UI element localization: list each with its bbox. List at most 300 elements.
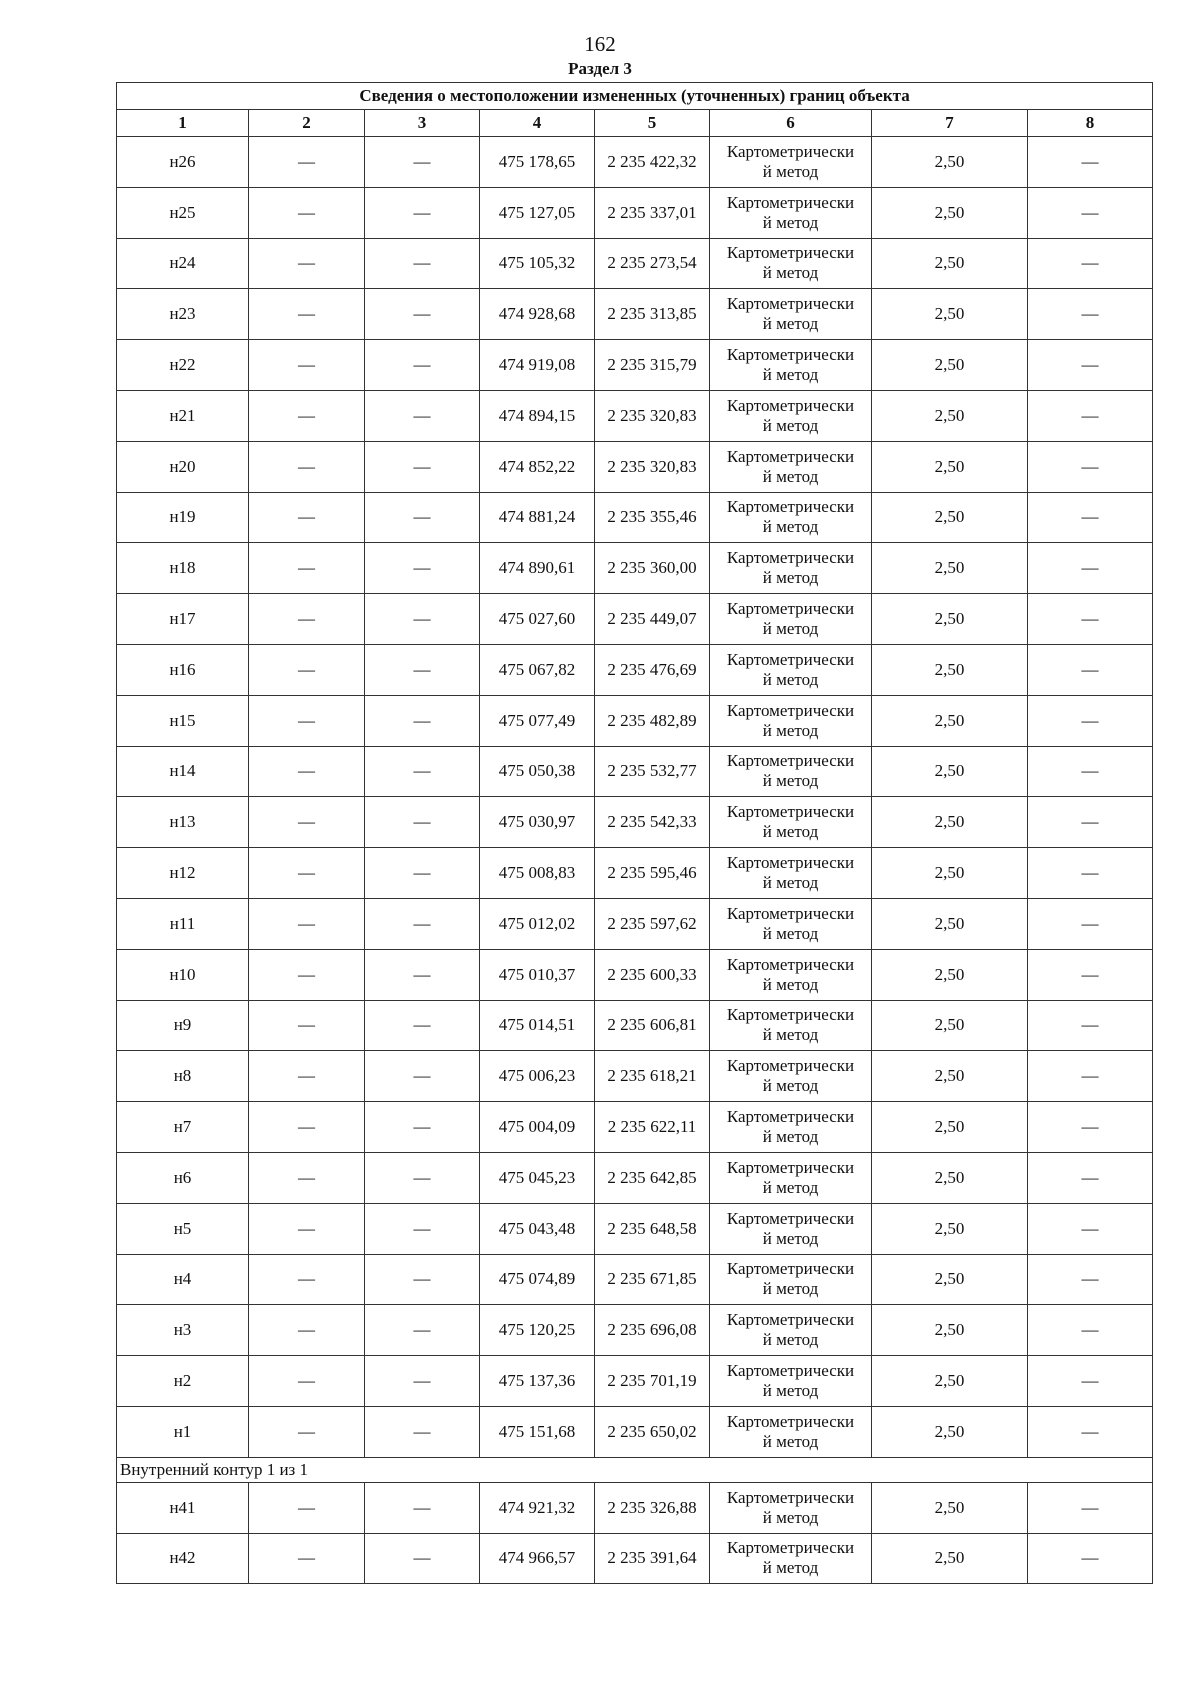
column-number: 7 [872,110,1028,137]
y-coordinate-cell: 2 235 595,46 [595,848,710,899]
dash-cell: — [365,1203,480,1254]
x-coordinate-cell: 475 067,82 [480,644,595,695]
x-coordinate-cell: 475 012,02 [480,898,595,949]
method-line-2: й метод [762,1279,819,1299]
method-line-2: й метод [762,822,819,842]
point-cell: н17 [117,594,249,645]
method-line-2: й метод [762,619,819,639]
table-row [117,1102,1153,1153]
table-row [117,797,1153,848]
y-coordinate-cell: 2 235 273,54 [595,238,710,289]
method-cell [710,797,872,848]
point-cell: н24 [117,238,249,289]
point-cell: н15 [117,695,249,746]
table-row [117,340,1153,391]
dash-cell: — [1028,390,1153,441]
y-coordinate-cell: 2 235 701,19 [595,1356,710,1407]
y-coordinate-cell: 2 235 337,01 [595,187,710,238]
method-cell [710,137,872,188]
method-line-2: й метод [762,923,819,943]
point-cell: н20 [117,441,249,492]
dash-cell: — [249,898,365,949]
dash-cell: — [365,1356,480,1407]
method-line-2: й метод [762,1127,819,1147]
table-row [117,1254,1153,1305]
method-line-1: Картометрически [726,1157,855,1177]
method-cell [710,390,872,441]
accuracy-cell: 2,50 [872,187,1028,238]
dash-cell: — [365,492,480,543]
dash-cell: — [249,1000,365,1051]
column-number: 3 [365,110,480,137]
method-line-1: Картометрически [726,497,855,517]
dash-cell: — [249,1533,365,1584]
accuracy-cell: 2,50 [872,1152,1028,1203]
dash-cell: — [1028,289,1153,340]
table-row [117,1482,1153,1533]
x-coordinate-cell: 475 004,09 [480,1102,595,1153]
dash-cell: — [249,137,365,188]
point-cell: н14 [117,746,249,797]
dash-cell: — [365,441,480,492]
y-coordinate-cell: 2 235 320,83 [595,441,710,492]
method-cell [710,949,872,1000]
column-number-row [117,110,1153,137]
method-cell [710,1305,872,1356]
dash-cell: — [365,1152,480,1203]
method-line-1: Картометрически [726,446,855,466]
inner-contour-label: Внутренний контур 1 из 1 [117,1457,1153,1482]
y-coordinate-cell: 2 235 315,79 [595,340,710,391]
y-coordinate-cell: 2 235 422,32 [595,137,710,188]
dash-cell: — [1028,1533,1153,1584]
method-cell [710,441,872,492]
method-cell [710,238,872,289]
point-cell: н11 [117,898,249,949]
x-coordinate-cell: 474 881,24 [480,492,595,543]
accuracy-cell: 2,50 [872,1203,1028,1254]
method-line-2: й метод [762,1381,819,1401]
accuracy-cell: 2,50 [872,238,1028,289]
method-line-1: Картометрически [726,141,855,161]
dash-cell: — [1028,492,1153,543]
table-row [117,1000,1153,1051]
dash-cell: — [365,848,480,899]
column-number: 6 [710,110,872,137]
x-coordinate-cell: 474 921,32 [480,1482,595,1533]
dash-cell: — [1028,1356,1153,1407]
dash-cell: — [365,1482,480,1533]
x-coordinate-cell: 475 077,49 [480,695,595,746]
accuracy-cell: 2,50 [872,1482,1028,1533]
y-coordinate-cell: 2 235 542,33 [595,797,710,848]
dash-cell: — [249,543,365,594]
dash-cell: — [1028,898,1153,949]
accuracy-cell: 2,50 [872,594,1028,645]
method-line-1: Картометрически [726,1487,855,1507]
y-coordinate-cell: 2 235 532,77 [595,746,710,797]
column-number: 1 [117,110,249,137]
y-coordinate-cell: 2 235 449,07 [595,594,710,645]
dash-cell: — [1028,543,1153,594]
method-line-1: Картометрически [726,649,855,669]
accuracy-cell: 2,50 [872,644,1028,695]
accuracy-cell: 2,50 [872,1406,1028,1457]
dash-cell: — [365,594,480,645]
dash-cell: — [1028,137,1153,188]
method-line-2: й метод [762,212,819,232]
accuracy-cell: 2,50 [872,1254,1028,1305]
dash-cell: — [365,1406,480,1457]
dash-cell: — [365,390,480,441]
table-row [117,644,1153,695]
x-coordinate-cell: 474 928,68 [480,289,595,340]
column-number: 2 [249,110,365,137]
table-row [117,137,1153,188]
accuracy-cell: 2,50 [872,898,1028,949]
column-number: 4 [480,110,595,137]
accuracy-cell: 2,50 [872,390,1028,441]
method-line-2: й метод [762,1558,819,1578]
dash-cell: — [249,848,365,899]
method-line-2: й метод [762,1076,819,1096]
dash-cell: — [1028,1051,1153,1102]
point-cell: н10 [117,949,249,1000]
table-row [117,441,1153,492]
column-number: 8 [1028,110,1153,137]
dash-cell: — [1028,1482,1153,1533]
x-coordinate-cell: 475 006,23 [480,1051,595,1102]
point-cell: н21 [117,390,249,441]
y-coordinate-cell: 2 235 320,83 [595,390,710,441]
dash-cell: — [249,1482,365,1533]
method-line-1: Картометрически [726,345,855,365]
method-cell [710,1482,872,1533]
inner-contour-rows [117,1482,1153,1584]
method-line-1: Картометрически [726,802,855,822]
dash-cell: — [365,1533,480,1584]
method-line-2: й метод [762,1431,819,1451]
method-cell [710,1254,872,1305]
accuracy-cell: 2,50 [872,1533,1028,1584]
dash-cell: — [249,1254,365,1305]
table-row [117,594,1153,645]
method-line-1: Картометрически [726,243,855,263]
y-coordinate-cell: 2 235 476,69 [595,644,710,695]
table-row [117,746,1153,797]
dash-cell: — [365,1051,480,1102]
x-coordinate-cell: 475 030,97 [480,797,595,848]
dash-cell: — [365,1254,480,1305]
method-line-1: Картометрически [726,853,855,873]
x-coordinate-cell: 475 178,65 [480,137,595,188]
method-cell [710,644,872,695]
y-coordinate-cell: 2 235 622,11 [595,1102,710,1153]
dash-cell: — [1028,1305,1153,1356]
table-row [117,1406,1153,1457]
point-cell: н7 [117,1102,249,1153]
dash-cell: — [365,1000,480,1051]
dash-cell: — [1028,1406,1153,1457]
table-row [117,289,1153,340]
dash-cell: — [1028,594,1153,645]
method-cell [710,746,872,797]
point-cell: н22 [117,340,249,391]
dash-cell: — [249,441,365,492]
dash-cell: — [365,340,480,391]
y-coordinate-cell: 2 235 671,85 [595,1254,710,1305]
y-coordinate-cell: 2 235 313,85 [595,289,710,340]
accuracy-cell: 2,50 [872,949,1028,1000]
method-line-1: Картометрически [726,1310,855,1330]
dash-cell: — [249,1051,365,1102]
point-cell: н25 [117,187,249,238]
dash-cell: — [249,594,365,645]
method-line-2: й метод [762,1507,819,1527]
y-coordinate-cell: 2 235 600,33 [595,949,710,1000]
dash-cell: — [249,1406,365,1457]
method-line-2: й метод [762,974,819,994]
x-coordinate-cell: 475 010,37 [480,949,595,1000]
method-line-2: й метод [762,517,819,537]
method-line-2: й метод [762,466,819,486]
accuracy-cell: 2,50 [872,797,1028,848]
dash-cell: — [1028,441,1153,492]
accuracy-cell: 2,50 [872,695,1028,746]
method-line-1: Картометрически [726,1538,855,1558]
dash-cell: — [365,543,480,594]
table-row [117,390,1153,441]
method-line-1: Картометрически [726,1005,855,1025]
dash-cell: — [1028,797,1153,848]
point-cell: н8 [117,1051,249,1102]
method-cell [710,340,872,391]
method-line-2: й метод [762,568,819,588]
accuracy-cell: 2,50 [872,492,1028,543]
dash-cell: — [1028,1102,1153,1153]
dash-cell: — [249,187,365,238]
dash-cell: — [249,340,365,391]
dash-cell: — [249,492,365,543]
point-cell: н4 [117,1254,249,1305]
x-coordinate-cell: 475 137,36 [480,1356,595,1407]
x-coordinate-cell: 475 014,51 [480,1000,595,1051]
table-row [117,695,1153,746]
method-cell [710,543,872,594]
dash-cell: — [249,238,365,289]
x-coordinate-cell: 475 105,32 [480,238,595,289]
method-line-2: й метод [762,1177,819,1197]
accuracy-cell: 2,50 [872,441,1028,492]
dash-cell: — [249,797,365,848]
dash-cell: — [249,949,365,1000]
point-cell: н13 [117,797,249,848]
table-row [117,1533,1153,1584]
table-row [117,1203,1153,1254]
y-coordinate-cell: 2 235 648,58 [595,1203,710,1254]
y-coordinate-cell: 2 235 355,46 [595,492,710,543]
method-line-1: Картометрически [726,548,855,568]
method-line-1: Картометрически [726,1056,855,1076]
x-coordinate-cell: 475 027,60 [480,594,595,645]
accuracy-cell: 2,50 [872,543,1028,594]
x-coordinate-cell: 474 890,61 [480,543,595,594]
y-coordinate-cell: 2 235 326,88 [595,1482,710,1533]
table-row [117,898,1153,949]
point-cell: н9 [117,1000,249,1051]
method-line-2: й метод [762,1025,819,1045]
method-cell [710,1406,872,1457]
dash-cell: — [1028,848,1153,899]
method-line-1: Картометрически [726,1361,855,1381]
dash-cell: — [365,695,480,746]
table-row [117,1051,1153,1102]
table-row [117,1305,1153,1356]
y-coordinate-cell: 2 235 597,62 [595,898,710,949]
method-cell [710,898,872,949]
point-cell: н41 [117,1482,249,1533]
method-line-2: й метод [762,873,819,893]
dash-cell: — [1028,1000,1153,1051]
method-cell [710,1356,872,1407]
accuracy-cell: 2,50 [872,1102,1028,1153]
method-line-1: Картометрически [726,751,855,771]
x-coordinate-cell: 475 050,38 [480,746,595,797]
y-coordinate-cell: 2 235 391,64 [595,1533,710,1584]
method-line-1: Картометрически [726,1411,855,1431]
point-cell: н23 [117,289,249,340]
method-line-2: й метод [762,720,819,740]
table-row [117,187,1153,238]
method-line-2: й метод [762,161,819,181]
method-cell [710,289,872,340]
coordinates-table [116,82,1153,1584]
accuracy-cell: 2,50 [872,137,1028,188]
method-cell [710,1051,872,1102]
method-line-1: Картометрически [726,903,855,923]
table-row [117,848,1153,899]
method-line-2: й метод [762,771,819,791]
dash-cell: — [249,1102,365,1153]
dash-cell: — [1028,1254,1153,1305]
dash-cell: — [249,644,365,695]
outer-contour-rows [117,137,1153,1458]
column-number: 5 [595,110,710,137]
dash-cell: — [249,695,365,746]
dash-cell: — [249,1203,365,1254]
method-cell [710,1000,872,1051]
y-coordinate-cell: 2 235 606,81 [595,1000,710,1051]
x-coordinate-cell: 475 043,48 [480,1203,595,1254]
dash-cell: — [249,1305,365,1356]
table-row [117,492,1153,543]
method-cell [710,1152,872,1203]
table-row [117,543,1153,594]
accuracy-cell: 2,50 [872,289,1028,340]
dash-cell: — [249,746,365,797]
table-row [117,238,1153,289]
x-coordinate-cell: 474 852,22 [480,441,595,492]
dash-cell: — [1028,238,1153,289]
y-coordinate-cell: 2 235 650,02 [595,1406,710,1457]
method-line-2: й метод [762,365,819,385]
dash-cell: — [1028,187,1153,238]
method-line-2: й метод [762,669,819,689]
table-caption: Сведения о местоположении измененных (уточненных) границ объекта [117,83,1153,110]
dash-cell: — [1028,746,1153,797]
point-cell: н26 [117,137,249,188]
dash-cell: — [1028,340,1153,391]
method-line-2: й метод [762,415,819,435]
y-coordinate-cell: 2 235 482,89 [595,695,710,746]
method-line-2: й метод [762,1228,819,1248]
dash-cell: — [365,746,480,797]
dash-cell: — [365,797,480,848]
method-cell [710,695,872,746]
dash-cell: — [365,949,480,1000]
method-cell [710,594,872,645]
point-cell: н6 [117,1152,249,1203]
dash-cell: — [249,390,365,441]
x-coordinate-cell: 474 894,15 [480,390,595,441]
method-line-1: Картометрически [726,1107,855,1127]
x-coordinate-cell: 475 151,68 [480,1406,595,1457]
accuracy-cell: 2,50 [872,1000,1028,1051]
dash-cell: — [1028,695,1153,746]
point-cell: н16 [117,644,249,695]
table-row [117,1152,1153,1203]
dash-cell: — [1028,1203,1153,1254]
dash-cell: — [365,1102,480,1153]
method-line-2: й метод [762,314,819,334]
method-line-2: й метод [762,263,819,283]
method-line-1: Картометрически [726,954,855,974]
accuracy-cell: 2,50 [872,746,1028,797]
dash-cell: — [1028,1152,1153,1203]
method-cell [710,187,872,238]
dash-cell: — [1028,644,1153,695]
method-line-1: Картометрически [726,700,855,720]
accuracy-cell: 2,50 [872,1051,1028,1102]
point-cell: н3 [117,1305,249,1356]
x-coordinate-cell: 475 120,25 [480,1305,595,1356]
method-line-1: Картометрически [726,1259,855,1279]
method-cell [710,848,872,899]
y-coordinate-cell: 2 235 618,21 [595,1051,710,1102]
point-cell: н2 [117,1356,249,1407]
accuracy-cell: 2,50 [872,340,1028,391]
table-row [117,949,1153,1000]
point-cell: н5 [117,1203,249,1254]
dash-cell: — [365,187,480,238]
dash-cell: — [365,644,480,695]
method-line-1: Картометрически [726,395,855,415]
method-cell [710,1533,872,1584]
x-coordinate-cell: 475 127,05 [480,187,595,238]
page-number: 162 [584,32,616,56]
x-coordinate-cell: 474 919,08 [480,340,595,391]
point-cell: н42 [117,1533,249,1584]
dash-cell: — [1028,949,1153,1000]
section-title: Раздел 3 [568,59,632,78]
dash-cell: — [365,898,480,949]
x-coordinate-cell: 475 045,23 [480,1152,595,1203]
y-coordinate-cell: 2 235 696,08 [595,1305,710,1356]
method-cell [710,1203,872,1254]
method-line-2: й метод [762,1330,819,1350]
method-line-1: Картометрически [726,1208,855,1228]
accuracy-cell: 2,50 [872,1305,1028,1356]
